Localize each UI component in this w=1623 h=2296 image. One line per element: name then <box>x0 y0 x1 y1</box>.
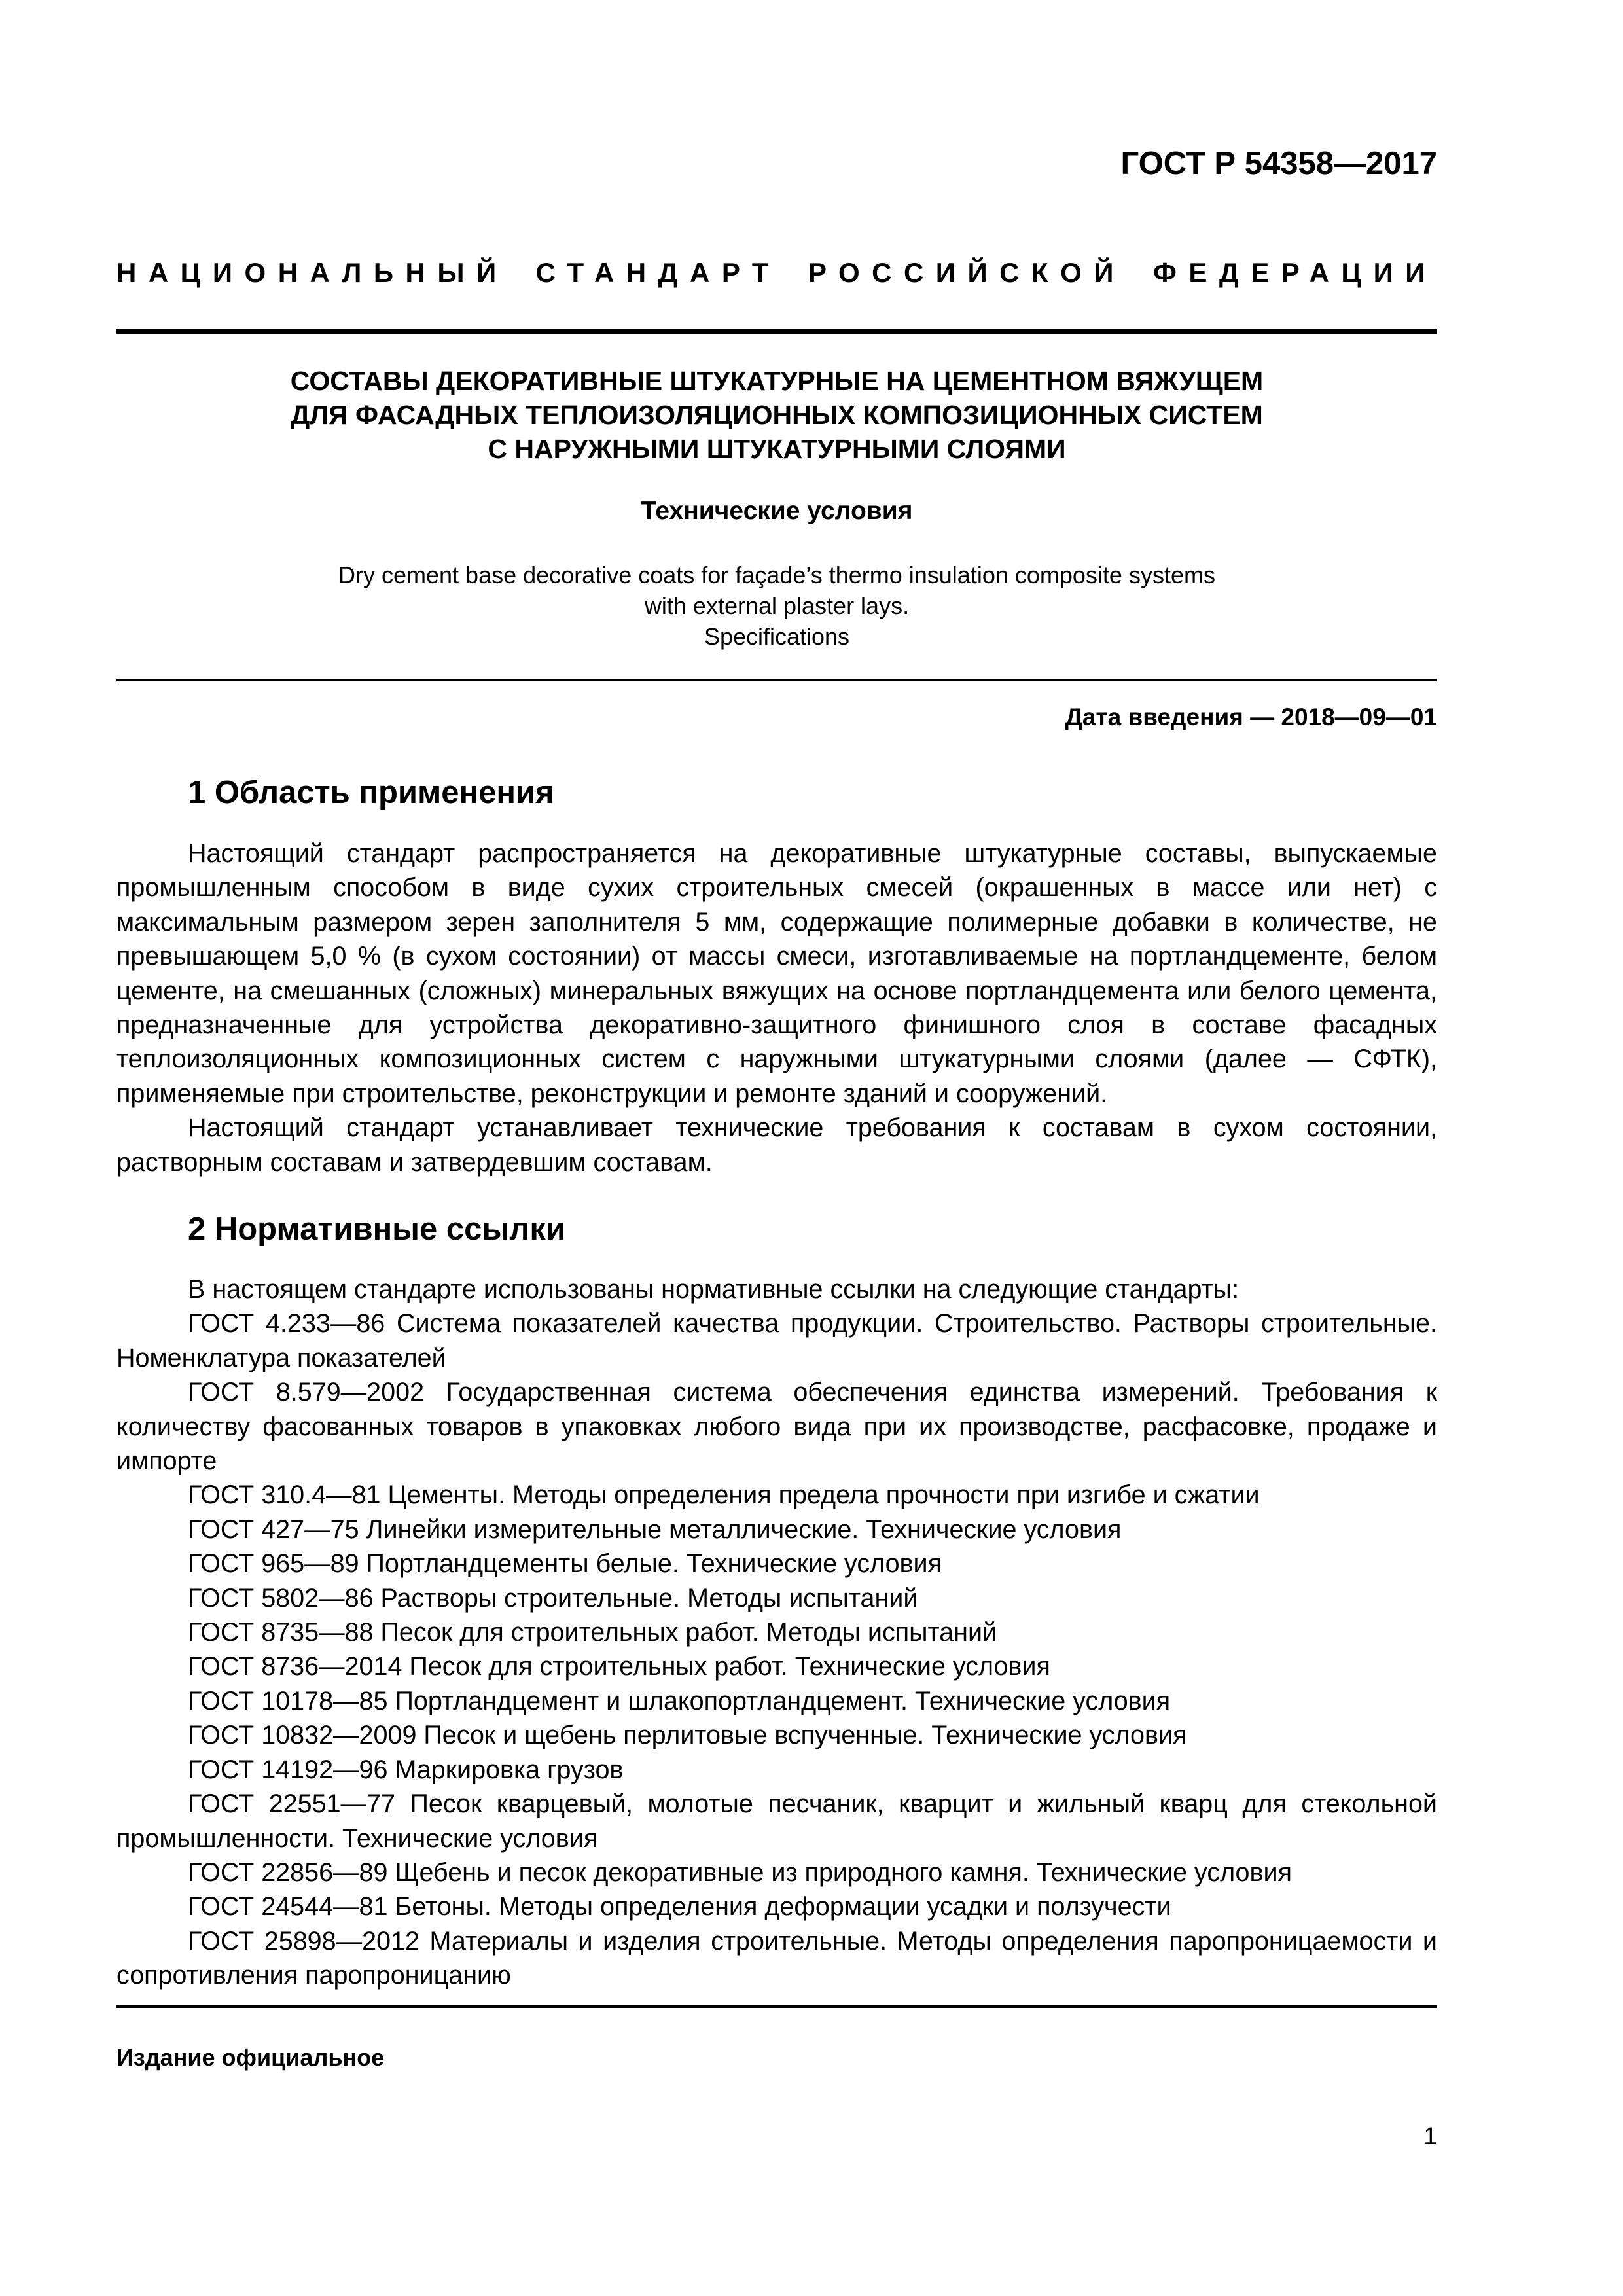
reference-item: ГОСТ 14192—96 Маркировка грузов <box>188 1755 624 1784</box>
section-2-body <box>116 1272 1437 1993</box>
reference-item: ГОСТ 310.4—81 Цементы. Методы определения предела прочности при изгибе и сжатии <box>188 1480 1260 1510</box>
document-page <box>116 0 1437 2296</box>
section-2-heading: 2 Нормативные ссылки <box>188 1211 565 1247</box>
title-line: С НАРУЖНЫМИ ШТУКАТУРНЫМИ СЛОЯМИ <box>488 434 1066 464</box>
paragraph: Настоящий стандарт распространяется на декоративные штукатурные составы, выпускаемые промышленным способом в виде сухих строительных смесей (окрашенных в массе или нет) с максимальным размером зерен заполнителя 5 мм, содержащие полимерные добавки в количестве, не превышающем 5,0 % (в сухом состоянии) от массы смеси, изготавливаемые на портландцементе, белом цементе, на смешанных (сложных) минеральных вяжущих на основе портландцемента или белого цемента, предназначенные для устройства декоративно-защитного финишного слоя в составе фасадных теплоизоляционных композиционных систем с наружными штукатурными слоями (далее — СФТК), применяемые при строительстве, реконструкции и ремонте зданий и сооружений. <box>116 839 1437 1108</box>
english-title-line: Dry cement base decorative coats for façade’s thermo insulation composite systems <box>338 562 1215 588</box>
document-subtitle: Технические условия <box>641 497 913 525</box>
page-number: 1 <box>1423 2123 1437 2149</box>
reference-item: ГОСТ 5802—86 Растворы строительные. Методы испытаний <box>188 1583 918 1613</box>
reference-item: ГОСТ 22551—77 Песок кварцевый, молотые песчаник, кварцит и жильный кварц для стекольной промышленности. Технические условия <box>116 1789 1437 1853</box>
reference-item: ГОСТ 8735—88 Песок для строительных работ. Методы испытаний <box>188 1618 997 1647</box>
reference-item: ГОСТ 4.233—86 Система показателей качества продукции. Строительство. Растворы строительные. Номенклатура показателей <box>116 1309 1437 1372</box>
standard-number: ГОСТ Р 54358—2017 <box>1120 146 1437 181</box>
english-title-line: Specifications <box>704 623 850 650</box>
section-1-heading: 1 Область применения <box>188 775 554 810</box>
paragraph: В настоящем стандарте использованы нормативные ссылки на следующие стандарты: <box>188 1275 1240 1304</box>
reference-item: ГОСТ 10832—2009 Песок и щебень перлитовые вспученные. Технические условия <box>188 1721 1187 1750</box>
title-rule <box>116 679 1437 681</box>
reference-item: ГОСТ 24544—81 Бетоны. Методы определения деформации усадки и ползучести <box>188 1892 1171 1922</box>
reference-item: ГОСТ 22856—89 Щебень и песок декоративные из природного камня. Технические условия <box>188 1857 1292 1887</box>
english-title-line: with external plaster lays. <box>644 592 910 619</box>
reference-item: ГОСТ 965—89 Портландцементы белые. Технические условия <box>188 1549 942 1579</box>
introduction-date: Дата введения — 2018—09—01 <box>1065 704 1437 730</box>
english-title <box>116 560 1437 652</box>
edition-label: Издание официальное <box>116 2044 385 2071</box>
reference-item: ГОСТ 25898—2012 Материалы и изделия строительные. Методы определения паропроницаемости и сопротивления паропроницанию <box>116 1926 1437 1990</box>
reference-item: ГОСТ 10178—85 Портландцемент и шлакопортландцемент. Технические условия <box>188 1686 1171 1715</box>
header-rule <box>116 329 1437 334</box>
reference-item: ГОСТ 8.579—2002 Государственная система обеспечения единства измерений. Требования к количеству фасованных товаров в упаковках любого вида при их производстве, расфасовке, продаже и импорте <box>116 1378 1437 1476</box>
reference-item: ГОСТ 427—75 Линейки измерительные металлические. Технические условия <box>188 1515 1122 1544</box>
paragraph: Настоящий стандарт устанавливает технические требования к составам в сухом состоянии, растворным составам и затвердевшим составам. <box>116 1113 1437 1177</box>
document-title <box>116 364 1437 466</box>
section-1-body <box>116 836 1437 1179</box>
reference-item: ГОСТ 8736—2014 Песок для строительных работ. Технические условия <box>188 1652 1050 1681</box>
footer-rule <box>116 2005 1437 2008</box>
title-line: ДЛЯ ФАСАДНЫХ ТЕПЛОИЗОЛЯЦИОННЫХ КОМПОЗИЦИОННЫХ СИСТЕМ <box>291 400 1263 430</box>
national-standard-banner: НАЦИОНАЛЬНЫЙ СТАНДАРТ РОССИЙСКОЙ ФЕДЕРАЦИИ <box>116 257 1437 288</box>
title-line: СОСТАВЫ ДЕКОРАТИВНЫЕ ШТУКАТУРНЫЕ НА ЦЕМЕНТНОМ ВЯЖУЩЕМ <box>290 366 1264 396</box>
